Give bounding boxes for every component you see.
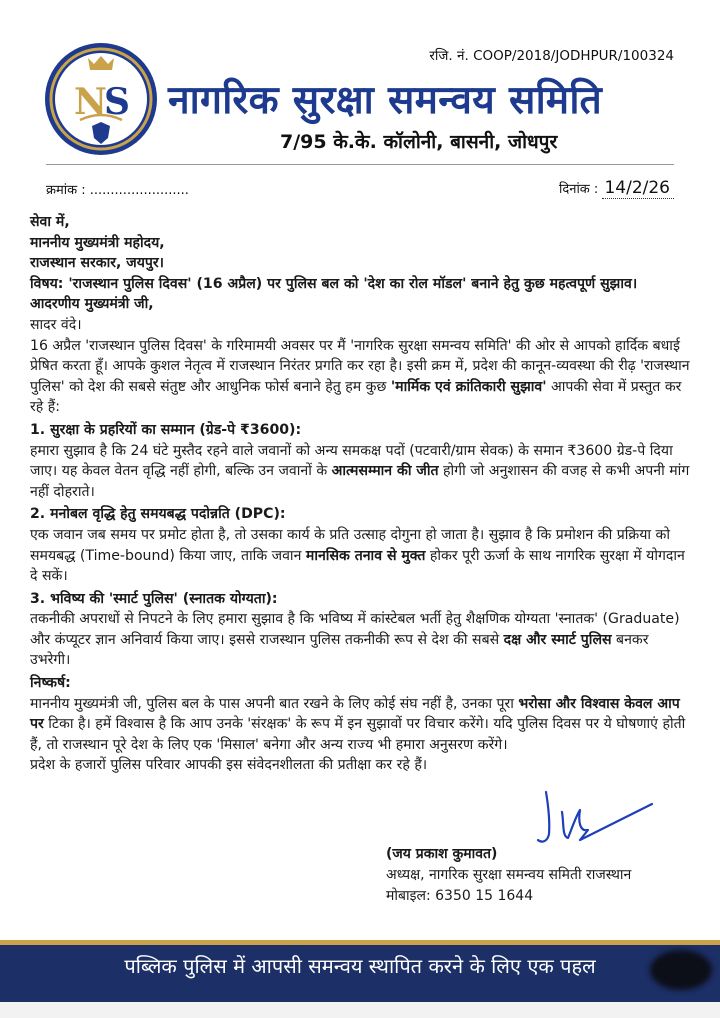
organization-name: नागरिक सुरक्षा समन्वय समिति [168, 78, 602, 123]
recipient-line: सेवा में, [30, 214, 70, 230]
header-divider [46, 164, 674, 165]
point-heading: 2. मनोबल वृद्धि हेतु समयबद्ध पदोन्नति (DPC): [30, 506, 286, 523]
point-heading: 3. भविष्य की 'स्मार्ट पुलिस' (स्नातक योग्यता): [30, 590, 278, 607]
point-paragraph: तकनीकी अपराधों से निपटने के लिए हमारा सुझाव है कि भविष्य में कांस्टेबल भर्ती हेतु शैक्षणिक योग्यता 'स्नातक' (Graduate) और कंप्यूटर ज्ञान अनिवार्य किया जाए। इससे राजस्थान पुलिस तकनीकी रूप से देश की सबसे दक्ष और स्मार्ट पुलिस बनकर उभरेगी। [30, 611, 680, 669]
salutation: आदरणीय मुख्यमंत्री जी, [30, 296, 154, 313]
footer-accent-line [0, 940, 720, 945]
svg-text:S: S [104, 81, 130, 123]
conclusion-heading: निष्कर्ष: [30, 675, 71, 692]
date-field [559, 178, 674, 198]
signatory-mobile: मोबाइल: 6350 15 1644 [386, 888, 534, 904]
intro-paragraph: 16 अप्रैल 'राजस्थान पुलिस दिवस' के गरिमामयी अवसर पर मैं 'नागरिक सुरक्षा समन्वय समिति' की ओर से आपको हार्दिक बधाई प्रेषित करता हूँ। आपके कुशल नेतृत्व में राजस्थान निरंतर प्रगति कर रहा है। इसी क्रम में, प्रदेश की कानून-व्यवस्था की रीढ़ 'राजस्थान पुलिस' को देश की सबसे संतुष्ट और आधुनिक फोर्स बनाने हेतु हम कुछ 'मार्मिक एवं क्रांतिकारी सुझाव' आपकी सेवा में प्रस्तुत कर रहे हैं: [30, 337, 690, 416]
reference-number: क्रमांक : ........................ [46, 183, 189, 198]
recipient-line: राजस्थान सरकार, जयपुर। [30, 255, 164, 272]
organization-logo [42, 40, 160, 158]
conclusion-paragraph: माननीय मुख्यमंत्री जी, पुलिस बल के पास अपनी बात रखने के लिए कोई संघ नहीं है, उनका पूरा भरोसा और विश्वास केवल आप पर टिका है। हमें विश्वास है कि आप उनके 'संरक्षक' के रूप में इन सुझावों पर विचार करेंगे। यदि पुलिस दिवस पर ये घोषणाएं होती हैं, तो राजस्थान पूरे देश के लिए एक 'मिसाल' बनेगा और अन्य राज्य भी हमारा अनुसरण करेंगे। [30, 695, 686, 753]
signatory-designation: अध्यक्ष, नागरिक सुरक्षा समन्वय समिती राजस्थान [386, 867, 632, 883]
image-smudge [650, 950, 712, 990]
organization-address: 7/95 के.के. कॉलोनी, बासनी, जोधपुर [280, 131, 558, 153]
page-margin [0, 1002, 720, 1018]
date-label: दिनांक : [558, 182, 599, 197]
registration-number: रजि. नं. COOP/2018/JODHPUR/100324 [429, 48, 674, 64]
point-heading: 1. सुरक्षा के प्रहरियों का सम्मान (ग्रेड-पे ₹3600): [30, 421, 302, 438]
recipient-line: माननीय मुख्यमंत्री महोदय, [30, 234, 165, 251]
signatory-name: (जय प्रकाश कुमावत) [386, 846, 498, 862]
footer-tagline: पब्लिक पुलिस में आपसी समन्वय स्थापित करने के लिए एक पहल [124, 954, 596, 978]
handwritten-signature [532, 782, 692, 852]
closing-line: प्रदेश के हजारों पुलिस परिवार आपकी इस संवेदनशीलता की प्रतीक्षा कर रहे हैं। [30, 757, 428, 774]
signatory-block [386, 844, 631, 907]
letter-body [30, 212, 692, 776]
subject-line: विषय: 'राजस्थान पुलिस दिवस' (16 अप्रैल) पर पुलिस बल को 'देश का रोल मॉडल' बनाने हेतु कुछ महत्वपूर्ण सुझाव। [30, 275, 638, 292]
greeting: सादर वंदे। [30, 316, 82, 333]
point-paragraph: हमारा सुझाव है कि 24 घंटे मुस्तैद रहने वाले जवानों को अन्य समकक्ष पदों (पटवारी/ग्राम सेवक) के समान ₹3600 ग्रेड-पे दिया जाए। यह केवल वेतन वृद्धि नहीं होगी, बल्कि उन जवानों के आत्मसम्मान की जीत होगी जो अनुशासन की वजह से कभी अपनी मांग नहीं दोहराते। [30, 442, 690, 500]
svg-text:N: N [74, 81, 107, 123]
date-value: 14/2/26 [602, 178, 674, 199]
point-paragraph: एक जवान जब समय पर प्रमोट होता है, तो उसका कार्य के प्रति उत्साह दोगुना हो जाता है। सुझाव है कि प्रमोशन की प्रक्रिया को समयबद्ध (Time-bound) किया जाए, ताकि जवान मानसिक तनाव से मुक्त होकर पूरी ऊर्जा के साथ नागरिक सुरक्षा में योगदान दे सकें। [30, 526, 685, 585]
